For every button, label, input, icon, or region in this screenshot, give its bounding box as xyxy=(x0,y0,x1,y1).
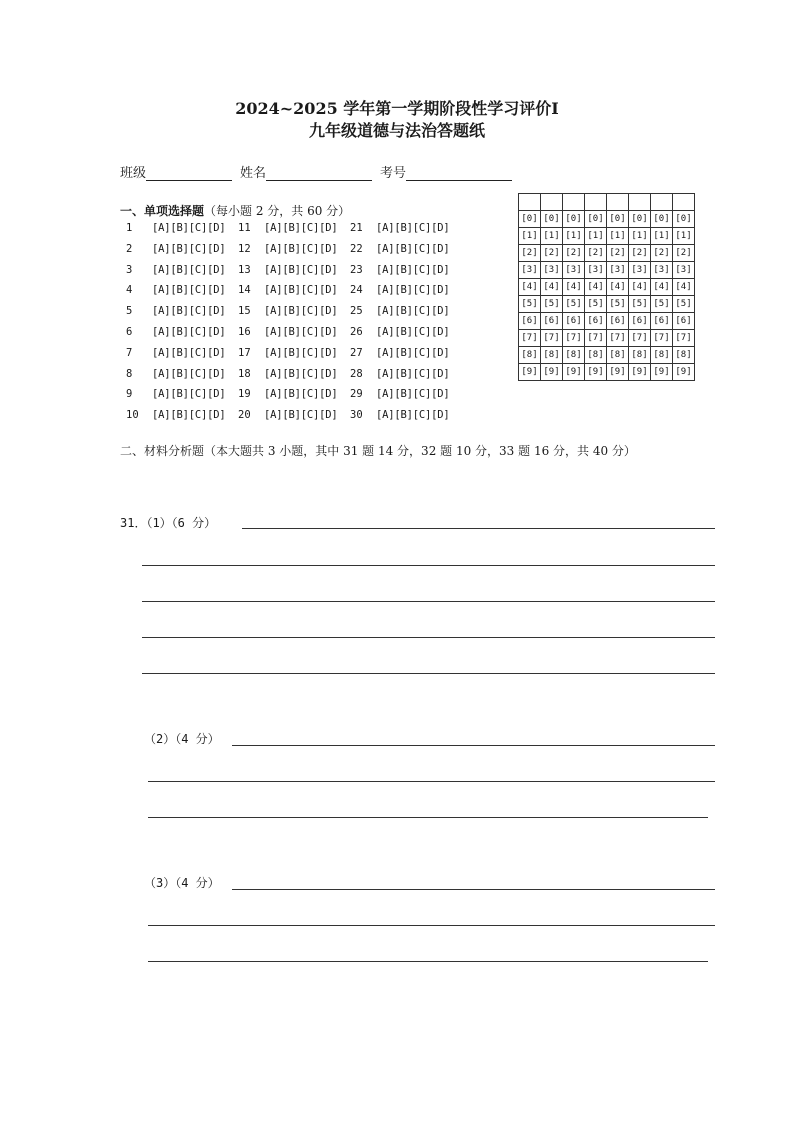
answer-options[interactable]: [A][B][C][D] xyxy=(376,263,450,276)
question-number: 25 xyxy=(350,305,363,318)
exam-no-label: 考号 xyxy=(380,166,407,181)
id-digit-bubble[interactable]: [8] xyxy=(651,347,673,364)
id-digit-bubble[interactable]: [4] xyxy=(607,279,629,296)
exam-number-grid xyxy=(518,193,695,381)
question-number: 26 xyxy=(350,326,363,338)
id-digit-bubble[interactable]: [2] xyxy=(563,245,585,262)
q31-part1-label: 31．（1）（6 分） xyxy=(120,516,217,530)
answer-options[interactable]: [A][B][C][D] xyxy=(152,409,226,422)
answer-options[interactable]: [A][B][C][D] xyxy=(152,222,226,234)
id-digit-bubble[interactable]: [9] xyxy=(629,364,651,381)
id-digit-bubble[interactable]: [0] xyxy=(541,211,563,228)
question-number: 30 xyxy=(350,409,363,422)
answer-line[interactable] xyxy=(148,925,715,926)
class-label: 班级 xyxy=(120,166,147,181)
id-digit-bubble[interactable]: [5] xyxy=(607,296,629,313)
question-number: 7 xyxy=(126,346,133,359)
question-number: 4 xyxy=(126,284,133,297)
answer-options[interactable]: [A][B][C][D] xyxy=(152,367,226,380)
id-digit-bubble[interactable]: [1] xyxy=(651,228,673,245)
id-digit-bubble[interactable]: [6] xyxy=(585,313,607,330)
id-digit-bubble[interactable]: [6] xyxy=(629,313,651,330)
question-number: 13 xyxy=(238,263,251,276)
answer-line[interactable] xyxy=(142,565,715,566)
id-digit-bubble[interactable]: [6] xyxy=(563,313,585,330)
id-digit-bubble[interactable]: [7] xyxy=(519,330,541,347)
id-digit-box[interactable] xyxy=(519,194,541,211)
id-digit-bubble[interactable]: [9] xyxy=(607,364,629,381)
answer-options[interactable]: [A][B][C][D] xyxy=(152,284,226,297)
answer-options[interactable]: [A][B][C][D] xyxy=(376,222,450,234)
id-digit-bubble[interactable]: [6] xyxy=(607,313,629,330)
id-digit-box[interactable] xyxy=(563,194,585,211)
id-digit-bubble[interactable]: [9] xyxy=(519,364,541,381)
id-digit-bubble[interactable]: [2] xyxy=(651,245,673,262)
id-digit-bubble[interactable]: [7] xyxy=(563,330,585,347)
answer-options[interactable]: [A][B][C][D] xyxy=(264,284,338,297)
question-number: 12 xyxy=(238,242,251,255)
answer-line[interactable] xyxy=(142,601,715,602)
question-number: 22 xyxy=(350,242,363,255)
answer-line[interactable] xyxy=(232,889,715,890)
id-digit-bubble[interactable]: [9] xyxy=(673,364,695,381)
q31-part3-label: （3）（4 分） xyxy=(144,876,220,890)
answer-options[interactable]: [A][B][C][D] xyxy=(152,263,226,276)
question-number: 18 xyxy=(238,367,251,380)
answer-line[interactable] xyxy=(148,961,708,962)
id-digit-bubble[interactable]: [3] xyxy=(629,262,651,279)
question-number: 15 xyxy=(238,305,251,318)
id-digit-bubble[interactable]: [1] xyxy=(519,228,541,245)
id-digit-bubble[interactable]: [2] xyxy=(585,245,607,262)
id-digit-bubble[interactable]: [1] xyxy=(673,228,695,245)
id-digit-bubble[interactable]: [8] xyxy=(607,347,629,364)
question-number: 1 xyxy=(126,222,133,234)
exam-no-field[interactable] xyxy=(406,166,512,181)
question-number: 27 xyxy=(350,346,363,359)
id-digit-bubble[interactable]: [0] xyxy=(673,211,695,228)
id-digit-bubble[interactable]: [2] xyxy=(673,245,695,262)
answer-options[interactable]: [A][B][C][D] xyxy=(264,242,338,255)
name-label: 姓名 xyxy=(240,166,267,181)
id-digit-bubble[interactable]: [2] xyxy=(541,245,563,262)
id-digit-bubble[interactable]: [8] xyxy=(563,347,585,364)
answer-line[interactable] xyxy=(142,673,715,674)
question-number: 10 xyxy=(126,409,139,422)
id-digit-bubble[interactable]: [5] xyxy=(563,296,585,313)
id-digit-box[interactable] xyxy=(585,194,607,211)
id-digit-bubble[interactable]: [5] xyxy=(519,296,541,313)
answer-options[interactable]: [A][B][C][D] xyxy=(376,388,450,401)
answer-options[interactable]: [A][B][C][D] xyxy=(376,409,450,422)
id-digit-box[interactable] xyxy=(541,194,563,211)
id-digit-bubble[interactable]: [3] xyxy=(673,262,695,279)
id-digit-bubble[interactable]: [8] xyxy=(673,347,695,364)
answer-options[interactable]: [A][B][C][D] xyxy=(264,222,338,234)
answer-options[interactable]: [A][B][C][D] xyxy=(152,305,226,318)
question-number: 5 xyxy=(126,305,133,318)
id-digit-bubble[interactable]: [0] xyxy=(519,211,541,228)
section1-scoring: （每小题 2 分，共 60 分） xyxy=(204,204,351,218)
id-digit-bubble[interactable]: [2] xyxy=(607,245,629,262)
question-number: 21 xyxy=(350,222,363,234)
question-number: 17 xyxy=(238,346,251,359)
answer-options[interactable]: [A][B][C][D] xyxy=(376,326,450,338)
student-info-row xyxy=(120,162,512,181)
q31-part2-label: （2）（4 分） xyxy=(144,732,220,746)
question-number: 9 xyxy=(126,388,133,401)
answer-options[interactable]: [A][B][C][D] xyxy=(264,305,338,318)
answer-options[interactable]: [A][B][C][D] xyxy=(264,263,338,276)
id-digit-bubble[interactable]: [5] xyxy=(585,296,607,313)
id-digit-bubble[interactable]: [8] xyxy=(519,347,541,364)
page-subtitle: 九年级道德与法治答题纸 xyxy=(308,121,485,140)
name-field[interactable] xyxy=(266,166,372,181)
id-digit-bubble[interactable]: [3] xyxy=(651,262,673,279)
id-digit-bubble[interactable]: [3] xyxy=(563,262,585,279)
question-number: 11 xyxy=(238,222,251,234)
id-digit-bubble[interactable]: [6] xyxy=(541,313,563,330)
id-digit-bubble[interactable]: [7] xyxy=(541,330,563,347)
answer-options[interactable]: [A][B][C][D] xyxy=(264,388,338,401)
id-digit-bubble[interactable]: [6] xyxy=(673,313,695,330)
id-digit-bubble[interactable]: [4] xyxy=(673,279,695,296)
answer-options[interactable]: [A][B][C][D] xyxy=(264,409,338,422)
id-digit-bubble[interactable]: [4] xyxy=(541,279,563,296)
id-digit-bubble[interactable]: [3] xyxy=(607,262,629,279)
id-digit-bubble[interactable]: [3] xyxy=(585,262,607,279)
id-digit-bubble[interactable]: [0] xyxy=(629,211,651,228)
question-number: 23 xyxy=(350,263,363,276)
answer-options[interactable]: [A][B][C][D] xyxy=(152,326,226,338)
id-digit-bubble[interactable]: [8] xyxy=(585,347,607,364)
id-digit-bubble[interactable]: [4] xyxy=(629,279,651,296)
class-field[interactable] xyxy=(146,166,232,181)
answer-options[interactable]: [A][B][C][D] xyxy=(264,326,338,338)
answer-options[interactable]: [A][B][C][D] xyxy=(376,346,450,359)
id-digit-bubble[interactable]: [5] xyxy=(673,296,695,313)
question-number: 2 xyxy=(126,242,133,255)
id-digit-bubble[interactable]: [1] xyxy=(585,228,607,245)
question-number: 28 xyxy=(350,367,363,380)
question-number: 8 xyxy=(126,367,133,380)
id-digit-bubble[interactable]: [3] xyxy=(541,262,563,279)
id-digit-bubble[interactable]: [7] xyxy=(673,330,695,347)
answer-line[interactable] xyxy=(148,781,715,782)
question-number: 29 xyxy=(350,388,363,401)
id-digit-bubble[interactable]: [1] xyxy=(541,228,563,245)
id-digit-bubble[interactable]: [4] xyxy=(651,279,673,296)
answer-options[interactable]: [A][B][C][D] xyxy=(152,388,226,401)
id-digit-bubble[interactable]: [1] xyxy=(629,228,651,245)
answer-options[interactable]: [A][B][C][D] xyxy=(264,367,338,380)
id-digit-bubble[interactable]: [8] xyxy=(629,347,651,364)
question-number: 14 xyxy=(238,284,251,297)
id-digit-box[interactable] xyxy=(607,194,629,211)
id-digit-bubble[interactable]: [5] xyxy=(651,296,673,313)
section1-title: 一、单项选择题 xyxy=(120,204,205,218)
section2-heading: 二、材料分析题（本大题共 3 小题，其中 31 题 14 分，32 题 10 分，33 题 16 分，共 40 分） xyxy=(120,444,636,458)
id-digit-bubble[interactable]: [7] xyxy=(585,330,607,347)
id-digit-bubble[interactable]: [9] xyxy=(563,364,585,381)
question-number: 24 xyxy=(350,284,363,297)
question-number: 19 xyxy=(238,388,251,401)
id-digit-bubble[interactable]: [0] xyxy=(585,211,607,228)
id-digit-bubble[interactable]: [3] xyxy=(519,262,541,279)
answer-options[interactable]: [A][B][C][D] xyxy=(152,242,226,255)
id-digit-bubble[interactable]: [2] xyxy=(519,245,541,262)
id-digit-box[interactable] xyxy=(673,194,695,211)
id-digit-bubble[interactable]: [6] xyxy=(519,313,541,330)
id-digit-bubble[interactable]: [4] xyxy=(519,279,541,296)
id-digit-bubble[interactable]: [0] xyxy=(607,211,629,228)
id-digit-bubble[interactable]: [5] xyxy=(629,296,651,313)
answer-line[interactable] xyxy=(142,637,715,638)
answer-options[interactable]: [A][B][C][D] xyxy=(376,284,450,297)
id-digit-bubble[interactable]: [6] xyxy=(651,313,673,330)
section1-heading xyxy=(120,202,350,219)
id-digit-bubble[interactable]: [0] xyxy=(651,211,673,228)
id-digit-bubble[interactable]: [2] xyxy=(629,245,651,262)
answer-options[interactable]: [A][B][C][D] xyxy=(376,242,450,255)
question-number: 3 xyxy=(126,263,133,276)
id-digit-bubble[interactable]: [9] xyxy=(541,364,563,381)
question-number: 20 xyxy=(238,409,251,422)
id-digit-bubble[interactable]: [4] xyxy=(563,279,585,296)
answer-options[interactable]: [A][B][C][D] xyxy=(264,346,338,359)
id-digit-bubble[interactable]: [7] xyxy=(607,330,629,347)
id-digit-bubble[interactable]: [1] xyxy=(607,228,629,245)
answer-options[interactable]: [A][B][C][D] xyxy=(376,305,450,318)
answer-line[interactable] xyxy=(232,745,715,746)
id-digit-box[interactable] xyxy=(629,194,651,211)
id-digit-box[interactable] xyxy=(651,194,673,211)
page-title: 2024~2025 学年第一学期阶段性学习评价Ⅰ xyxy=(235,99,559,118)
answer-line[interactable] xyxy=(242,528,715,529)
id-digit-bubble[interactable]: [5] xyxy=(541,296,563,313)
id-digit-bubble[interactable]: [0] xyxy=(563,211,585,228)
answer-options[interactable]: [A][B][C][D] xyxy=(152,346,226,359)
id-digit-bubble[interactable]: [1] xyxy=(563,228,585,245)
question-number: 16 xyxy=(238,326,251,338)
id-digit-bubble[interactable]: [8] xyxy=(541,347,563,364)
answer-options[interactable]: [A][B][C][D] xyxy=(376,367,450,380)
id-digit-bubble[interactable]: [9] xyxy=(651,364,673,381)
id-digit-bubble[interactable]: [7] xyxy=(651,330,673,347)
id-digit-bubble[interactable]: [9] xyxy=(585,364,607,381)
question-number: 6 xyxy=(126,326,133,338)
id-digit-bubble[interactable]: [4] xyxy=(585,279,607,296)
id-digit-bubble[interactable]: [7] xyxy=(629,330,651,347)
answer-line[interactable] xyxy=(148,817,708,818)
